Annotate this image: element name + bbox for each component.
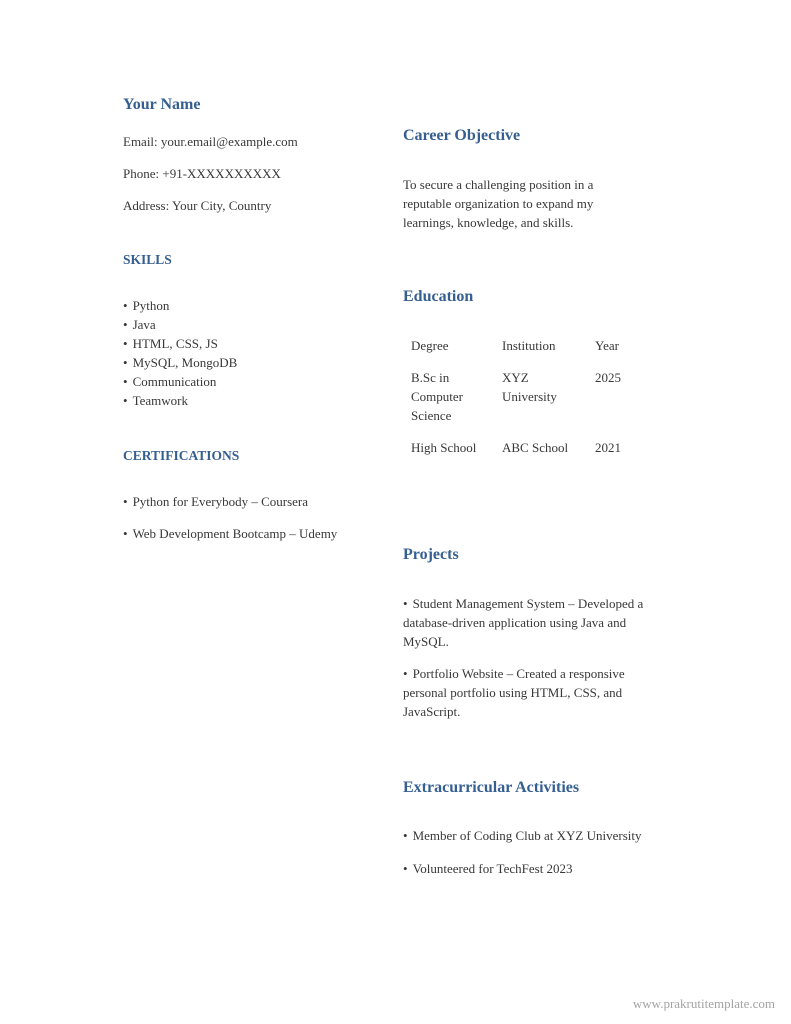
certification-item (123, 524, 393, 543)
skill-item (123, 353, 393, 372)
contact-email: Email: your.email@example.com (123, 134, 298, 149)
table-row (403, 438, 645, 457)
extracurricular-heading: Extracurricular Activities (403, 779, 580, 796)
bullet-glyph: • (123, 336, 128, 351)
skill-item (123, 391, 393, 410)
project-item-text: Student Management System – Developed a database-driven application using Java and MySQL. (403, 596, 644, 649)
bullet-glyph: • (123, 393, 128, 408)
education-heading: Education (403, 288, 474, 305)
education-header-row (403, 336, 645, 355)
skill-item-label: HTML, CSS, JS (132, 336, 218, 351)
left-column (123, 88, 393, 543)
activity-item-text: Volunteered for TechFest 2023 (412, 861, 573, 876)
project-item (403, 594, 645, 651)
education-header-institution: Institution (502, 338, 556, 353)
skill-item (123, 334, 393, 353)
bullet-glyph: • (123, 298, 128, 313)
skills-list (123, 296, 393, 410)
bullet-glyph: • (403, 861, 408, 876)
skill-item-label: MySQL, MongoDB (132, 355, 238, 370)
bullet-glyph: • (123, 355, 128, 370)
education-cell-year: 2025 (595, 370, 621, 385)
table-row (403, 368, 645, 425)
education-cell-institution: XYZ University (502, 370, 557, 404)
skills-heading: SKILLS (123, 252, 172, 267)
skill-item-label: Java (132, 317, 156, 332)
skill-item (123, 372, 393, 391)
education-cell-institution: ABC School (502, 440, 569, 455)
activity-item-text: Member of Coding Club at XYZ University (412, 828, 642, 843)
skill-item (123, 315, 393, 334)
bullet-glyph: • (123, 374, 128, 389)
bullet-glyph: • (123, 526, 128, 541)
education-cell-year: 2021 (595, 440, 621, 455)
project-item (403, 664, 645, 721)
certifications-heading: CERTIFICATIONS (123, 448, 240, 463)
skill-item-label: Communication (132, 374, 217, 389)
projects-heading: Projects (403, 546, 459, 563)
watermark-website: www.prakrutitemplate.com (632, 996, 775, 1011)
bullet-glyph: • (403, 666, 408, 681)
bullet-glyph: • (403, 828, 408, 843)
bullet-glyph: • (123, 317, 128, 332)
activity-item (403, 859, 645, 878)
career-objective-text: To secure a challenging position in a reputable organization to expand my learnings, knowledge, and skills. (403, 177, 594, 230)
skill-item-label: Python (132, 298, 170, 313)
education-cell-degree: High School (411, 440, 477, 455)
career-objective-heading: Career Objective (403, 127, 521, 144)
contact-address: Address: Your City, Country (123, 198, 272, 213)
education-cell-degree: B.Sc in Computer Science (411, 370, 463, 423)
skill-item (123, 296, 393, 315)
certification-item (123, 492, 393, 511)
skill-item-label: Teamwork (132, 393, 188, 408)
project-item-text: Portfolio Website – Created a responsive personal portfolio using HTML, CSS, and JavaScript. (403, 666, 625, 719)
bullet-glyph: • (123, 494, 128, 509)
education-header-degree: Degree (411, 338, 449, 353)
activity-item (403, 826, 645, 845)
right-column (403, 118, 645, 878)
bullet-glyph: • (403, 596, 408, 611)
education-header-year: Year (595, 338, 619, 353)
education-table (403, 336, 645, 457)
certification-item-label: Web Development Bootcamp – Udemy (132, 526, 338, 541)
contact-phone: Phone: +91-XXXXXXXXXX (123, 166, 281, 181)
certification-item-label: Python for Everybody – Coursera (132, 494, 309, 509)
name-heading: Your Name (123, 96, 201, 113)
